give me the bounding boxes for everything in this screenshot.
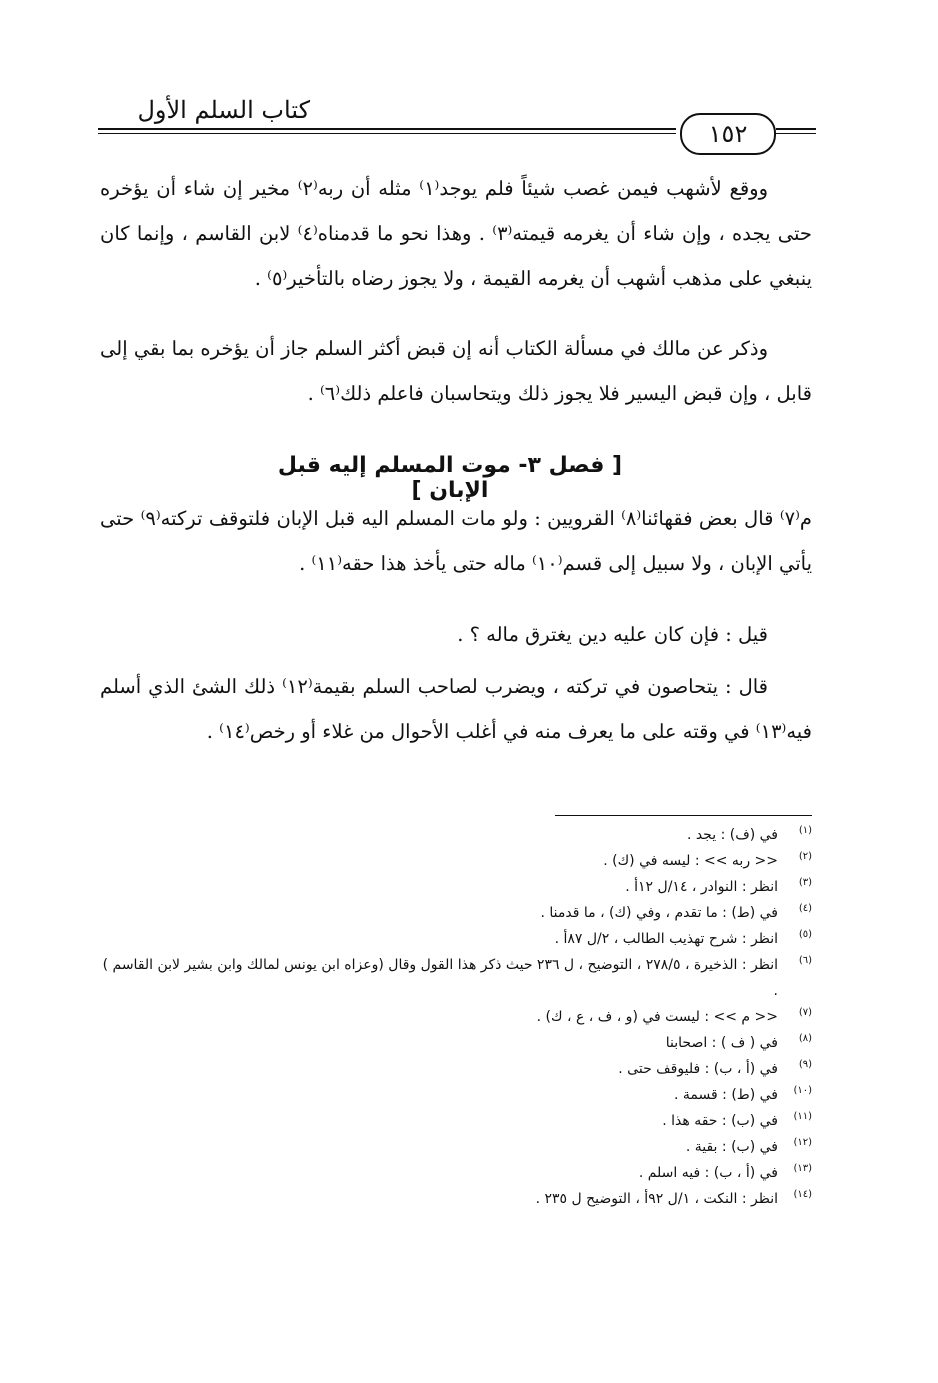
footnote-text: في (ط) : قسمة . [674,1087,778,1103]
footnote [100,1108,812,1134]
footnote-number: (٥) [798,929,812,940]
footnote-text: في (ف) : يجد . [686,827,778,843]
paragraph-2 [100,326,812,416]
paragraph-3-text: م⁽٧⁾ قال بعض فقهائنا⁽٨⁾ القرويين : ولو مات المسلم اليه قبل الإبان فلتوقف تركته⁽٩⁾ حتى يأتي الإبان ، ولا سبيل إلى قسم⁽١٠⁾ ماله حتى يأخذ هذا حقه⁽١١⁾ . [100,507,812,575]
footnote [100,952,812,1004]
footnote [100,1082,812,1108]
footnote-number: (٤) [798,903,812,914]
footnote [100,900,812,926]
footnote-number: (٦) [798,955,812,966]
footnote [100,1186,812,1212]
footnote [100,1134,812,1160]
footnote-text: << ربه >> : ليسه في (ك) . [603,853,778,869]
footnote-text: في (ب) : بقية . [685,1139,778,1155]
footnote-number: (١٣) [793,1163,812,1174]
footnote-number: (٣) [798,877,812,888]
section-heading: [ فصل ٣- موت المسلم إليه قبل الإبان ] [277,453,623,503]
footnote [100,1056,812,1082]
header-rule-right [776,128,816,130]
footnote [100,874,812,900]
footnote-number: (٧) [798,1007,812,1018]
footnote-number: (٢) [798,851,812,862]
header-rule-right-thin [776,133,816,134]
footnote [100,1030,812,1056]
footnote-number: (١٤) [793,1189,812,1200]
paragraph-3 [100,496,812,586]
footnote [100,1004,812,1030]
footnote-text: انظر : شرح تهذيب الطالب ، ٢/ل ٨٧أ . [554,931,778,947]
footnote [100,848,812,874]
footnote-text: انظر : الذخيرة ، ٢٧٨/٥ ، التوضيح ، ل ٢٣٦ حيث ذكر هذا القول وقال (وعزاه ابن يونس لمالك وابن بشير لابن القاسم ) . [102,957,778,999]
footnote [100,926,812,952]
footnote-number: (٨) [798,1033,812,1044]
header-rule-thin [98,133,676,134]
paragraph-1 [100,166,812,301]
footnote-number: (١٢) [793,1137,812,1148]
footnote-text: في (ط) : ما تقدم ، وفي (ك) ، ما قدمنا . [540,905,778,921]
paragraph-5-text: قال : يتحاصون في تركته ، ويضرب لصاحب السلم بقيمة⁽١٢⁾ ذلك الشئ الذي أسلم فيه⁽١٣⁾ في وقته على ما يعرف منه في أغلب الأحوال من غلاء أو رخص⁽١٤⁾ . [100,675,812,743]
footnote-text: في (أ ، ب) : فيه اسلم . [638,1165,778,1181]
paragraph-4-text: قيل : فإن كان عليه دين يغترق ماله ؟ . [457,623,768,646]
footnote-text: انظر : النكت ، ١/ل ٩٢أ ، التوضيح ل ٢٣٥ . [535,1191,778,1207]
footnote-text: انظر : النوادر ، ١٤/ل ١٢أ . [625,879,778,895]
header-rule [98,128,676,130]
footnote-number: (١) [798,825,812,836]
footnote [100,1160,812,1186]
footnote-number: (٩) [798,1059,812,1070]
footnotes-list [100,822,812,1212]
page-number-badge: ١٥٢ [680,113,776,155]
footnote-separator [555,815,812,816]
paragraph-5 [100,664,812,754]
footnote-text: في (ب) : حقه هذا . [662,1113,778,1129]
paragraph-2-text: وذكر عن مالك في مسألة الكتاب أنه إن قبض أكثر السلم جاز أن يؤخره بما بقي إلى قابل ، وإن قبض اليسير فلا يجوز ذلك ويتحاسبان فاعلم ذلك⁽٦⁾ . [100,337,812,405]
running-header-title: كتاب السلم الأول [137,96,310,124]
footnote-text: << م >> : ليست في (و ، ف ، ع ، ك) . [536,1009,778,1025]
footnote [100,822,812,848]
footnote-text: في ( ف ) : اصحابنا [665,1035,778,1051]
paragraph-4 [100,612,812,657]
footnote-number: (١٠) [793,1085,812,1096]
paragraph-1-text: ووقع لأشهب فيمن غصب شيئاً فلم يوجد⁽١⁾ مثله أن ربه⁽٢⁾ مخير إن شاء أن يؤخره حتى يجده ، وإن شاء أن يغرمه قيمته⁽٣⁾ . وهذا نحو ما قدمناه⁽٤⁾ لابن القاسم ، وإنما كان ينبغي على مذهب أشهب أن يغرمه القيمة ، ولا يجوز رضاه بالتأخير⁽٥⁾ . [100,177,812,290]
footnote-text: في (أ ، ب) : فليوقف حتى . [618,1061,778,1077]
footnote-number: (١١) [793,1111,812,1122]
